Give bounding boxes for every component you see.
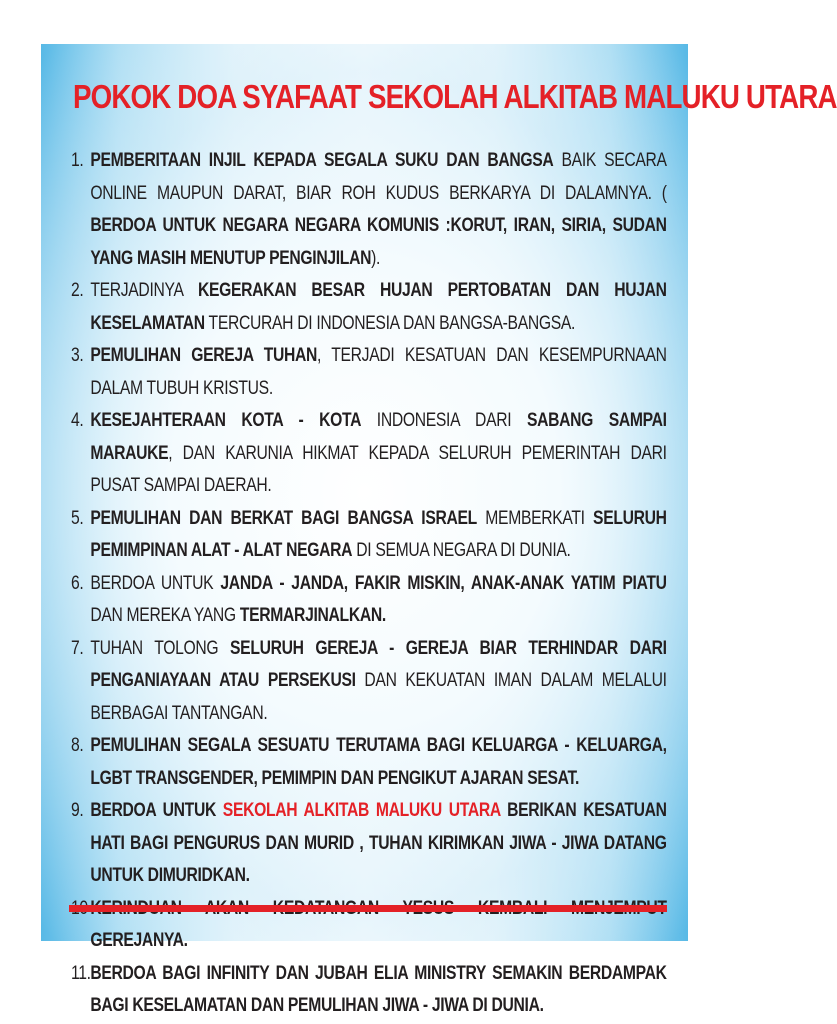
- prayer-item-text: ).: [371, 246, 381, 269]
- prayer-item-text: SABANG SAMPAI MARAUKE: [90, 409, 667, 464]
- prayer-item-number: 5.: [71, 506, 84, 529]
- prayer-item-text: TERMARJINALKAN.: [239, 604, 386, 626]
- prayer-item-text: BERDOA UNTUK: [90, 799, 223, 821]
- prayer-item-text: MEMBERKATI: [476, 506, 594, 529]
- prayer-item: [71, 729, 667, 794]
- prayer-item-number: 4.: [71, 409, 84, 431]
- prayer-item: [71, 957, 667, 1022]
- prayer-item-text: TERCURAH DI INDONESIA DAN BANGSA-BANGSA.: [204, 311, 576, 334]
- prayer-item-text: BERDOA UNTUK: [90, 571, 221, 594]
- prayer-item-text: SELURUH PEMIMPINAN ALAT - ALAT NEGARA: [90, 506, 667, 561]
- prayer-item-number: 2.: [71, 279, 84, 301]
- prayer-item: [71, 567, 667, 632]
- prayer-item-number: 7.: [71, 636, 84, 659]
- prayer-item-text: PEMBERITAAN INJIL KEPADA SEGALA SUKU DAN BANGSA: [90, 149, 554, 171]
- prayer-item-number: 9.: [71, 799, 84, 821]
- prayer-item-text: GEREJANYA.: [90, 929, 188, 951]
- prayer-item-text: DAN KEKUATAN IMAN DALAM MELALUI BERBAGAI TANTANGAN.: [90, 669, 667, 724]
- prayer-item-text: PEMULIHAN GEREJA TUHAN: [90, 344, 318, 366]
- prayer-item: [71, 339, 667, 404]
- prayer-list: [71, 144, 667, 1022]
- prayer-item-text: TUHAN TOLONG: [90, 636, 231, 659]
- prayer-item-number: 1.: [71, 149, 84, 171]
- highlighted-school-name: SEKOLAH ALKITAB MALUKU UTARA: [222, 799, 501, 821]
- prayer-item-text: BERDOA UNTUK NEGARA NEGARA KOMUNIS :KORUT, IRAN, SIRIA, SUDAN YANG MASIH MENUTUP PENGINJILAN: [90, 214, 667, 269]
- prayer-item-text: BAIK SECARA ONLINE MAUPUN DARAT, BIAR ROH KUDUS BERKARYA DI DALAMNYA. (: [90, 149, 667, 204]
- prayer-item-text: SELURUH GEREJA - GEREJA BIAR TERHINDAR DARI PENGANIAYAAN ATAU PERSEKUSI: [90, 636, 667, 691]
- prayer-item-text: TERJADINYA: [90, 279, 198, 301]
- prayer-item-text: PEMULIHAN DAN BERKAT BAGI BANGSA ISRAEL: [90, 506, 477, 529]
- prayer-item-text: , DAN KARUNIA HIKMAT KEPADA SELURUH PEMERINTAH DARI PUSAT SAMPAI DAERAH.: [90, 441, 667, 496]
- prayer-item-text: BERIKAN KESATUAN HATI BAGI PENGURUS DAN MURID , TUHAN KIRIMKAN JIWA - JIWA DATANG UNTUK DIMURIDKAN.: [90, 799, 667, 886]
- prayer-item-text: DAN MEREKA YANG: [90, 604, 240, 626]
- prayer-item: [71, 794, 667, 892]
- prayer-item: [71, 632, 667, 730]
- prayer-item-text: , TERJADI KESATUAN DAN KESEMPURNAAN DALAM TUBUH KRISTUS.: [90, 344, 667, 399]
- prayer-item-number: 3.: [71, 344, 84, 366]
- prayer-item-text: BERDOA BAGI INFINITY DAN JUBAH ELIA MINISTRY SEMAKIN BERDAMPAK BAGI KESELAMATAN DAN PEMULIHAN JIWA - JIWA DI DUNIA.: [90, 961, 667, 1016]
- prayer-item: [71, 274, 667, 339]
- prayer-item-text: DI SEMUA NEGARA DI DUNIA.: [352, 539, 571, 561]
- prayer-item-number: 6.: [71, 571, 84, 594]
- prayer-item-number: 8.: [71, 734, 84, 756]
- prayer-item-number: 11.: [71, 961, 91, 984]
- prayer-item: [71, 502, 667, 567]
- prayer-poster: [41, 44, 837, 1016]
- prayer-item-text: JANDA - JANDA, FAKIR MISKIN, ANAK-ANAK YATIM PIATU: [220, 571, 667, 594]
- prayer-item: [71, 144, 667, 274]
- prayer-item-text: INDONESIA DARI: [361, 409, 527, 431]
- prayer-item-text: KEGERAKAN BESAR HUJAN PERTOBATAN DAN HUJAN KESELAMATAN: [90, 279, 667, 334]
- poster-title: POKOK DOA SYAFAAT SEKOLAH ALKITAB MALUKU UTARA: [73, 78, 837, 115]
- prayer-item-text: PEMULIHAN SEGALA SESUATU TERUTAMA BAGI KELUARGA - KELUARGA, LGBT TRANSGENDER, PEMIMPIN DAN PENGIKUT AJARAN SESAT.: [90, 734, 667, 789]
- red-divider-bar: [69, 905, 667, 912]
- prayer-item: [71, 892, 667, 957]
- prayer-item-text: KESEJAHTERAAN KOTA - KOTA: [90, 409, 362, 431]
- prayer-item: [71, 404, 667, 502]
